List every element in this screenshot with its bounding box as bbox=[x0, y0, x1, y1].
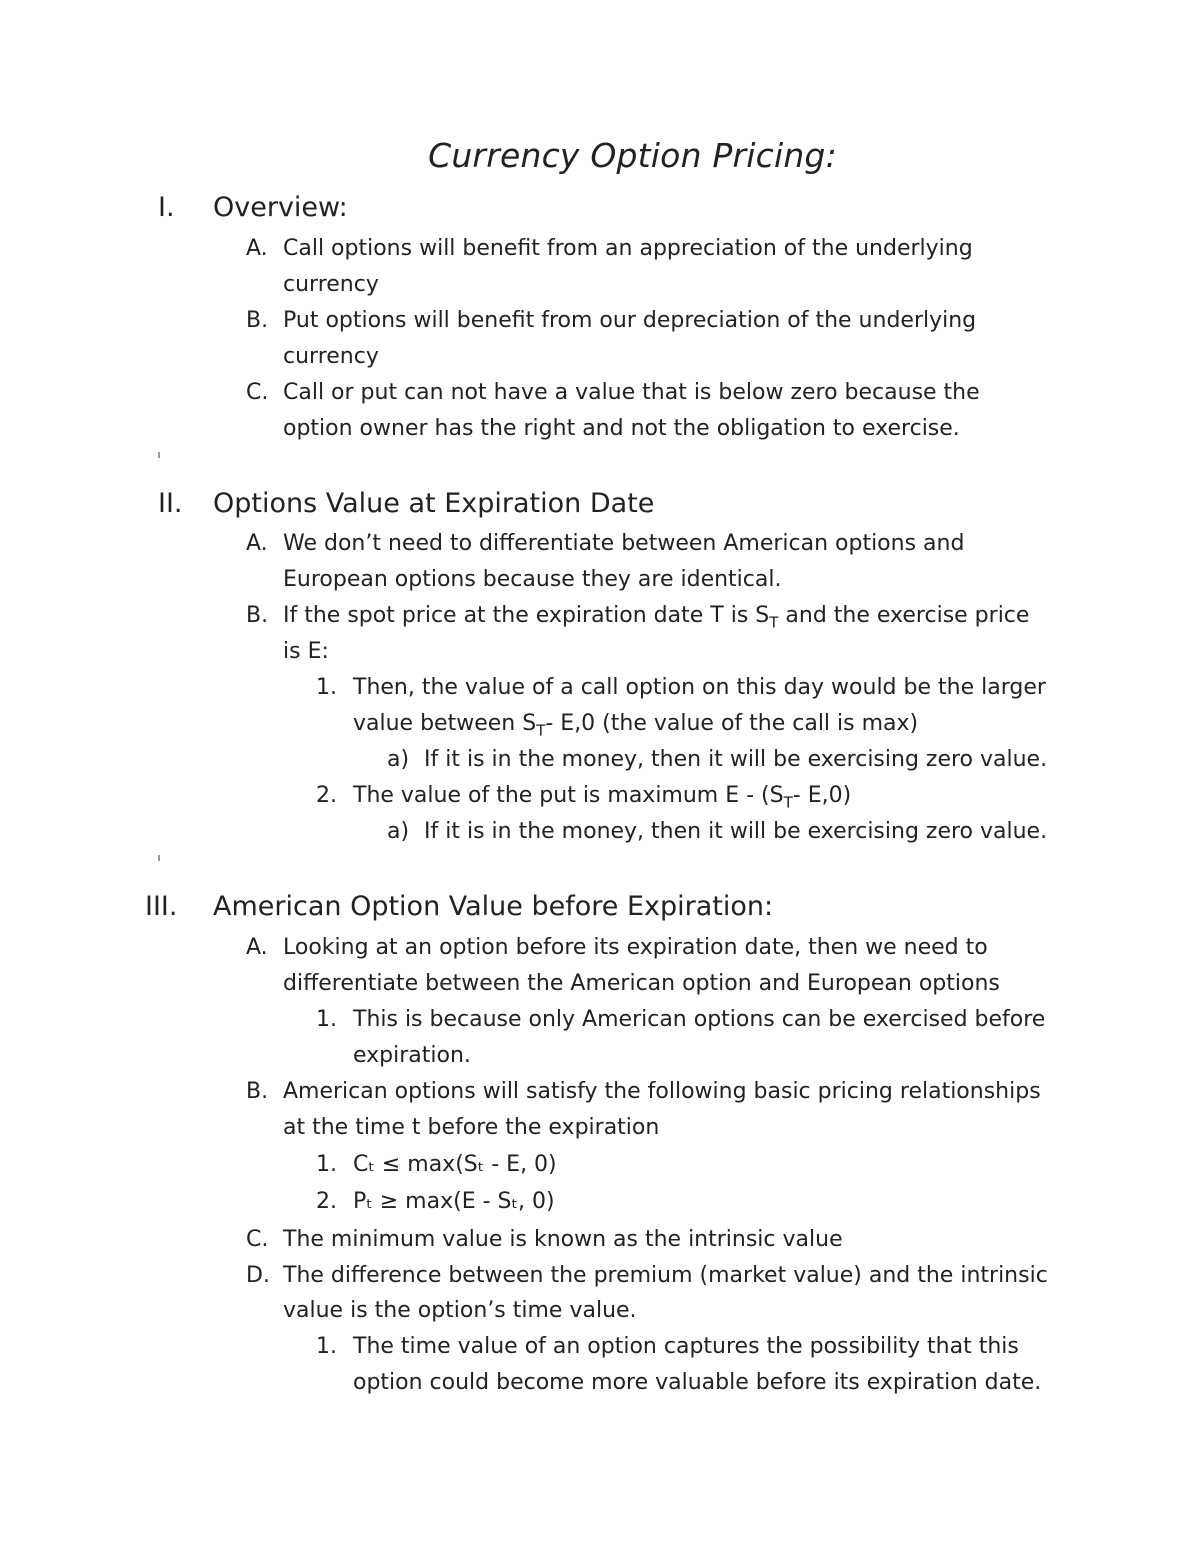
item-text: currency bbox=[283, 272, 379, 297]
subitem-label: 1. bbox=[316, 1152, 337, 1177]
item-text: is E: bbox=[283, 639, 329, 664]
item-text: at the time t before the expiration bbox=[283, 1115, 660, 1140]
item-text: differentiate between the American option and European options bbox=[283, 971, 1000, 996]
item-text: The difference between the premium (market value) and the intrinsic bbox=[283, 1263, 1048, 1288]
item-label: A. bbox=[246, 935, 268, 960]
subscript: T bbox=[783, 793, 793, 812]
subitem-label: 2. bbox=[316, 1189, 337, 1214]
item-label: C. bbox=[246, 380, 269, 405]
subitem-text: expiration. bbox=[353, 1043, 471, 1068]
item-text: We don’t need to differentiate between American options and bbox=[283, 531, 965, 556]
subitem-text: This is because only American options can be exercised before bbox=[353, 1007, 1046, 1032]
item-label: A. bbox=[246, 236, 268, 261]
item-text: Put options will benefit from our depreciation of the underlying bbox=[283, 308, 977, 333]
subsubitem-label: a) bbox=[387, 819, 410, 844]
document-title: Currency Option Pricing: bbox=[428, 136, 837, 175]
formula-text: Pₜ ≥ max(E - Sₜ, 0) bbox=[353, 1189, 555, 1214]
margin-mark bbox=[158, 855, 160, 861]
subitem-text: option could become more valuable before its expiration date. bbox=[353, 1370, 1042, 1395]
item-text: option owner has the right and not the obligation to exercise. bbox=[283, 416, 960, 441]
item-label: A. bbox=[246, 531, 268, 556]
subitem-label: 1. bbox=[316, 1334, 337, 1359]
subitem-label: 1. bbox=[316, 675, 337, 700]
subsubitem-text: If it is in the money, then it will be exercising zero value. bbox=[424, 747, 1048, 772]
subitem-text: Then, the value of a call option on this day would be the larger bbox=[353, 675, 1046, 700]
subitem-text bbox=[353, 782, 851, 816]
text-run: - E,0) bbox=[792, 783, 852, 808]
subitem-text: The time value of an option captures the possibility that this bbox=[353, 1334, 1019, 1359]
section-numeral: III. bbox=[145, 891, 178, 922]
text-run: The value of the put is maximum E - (S bbox=[353, 783, 784, 808]
section-heading: Overview: bbox=[213, 192, 348, 223]
item-text bbox=[283, 602, 1029, 636]
item-text: The minimum value is known as the intrinsic value bbox=[283, 1227, 843, 1252]
text-run: - E,0 (the value of the call is max) bbox=[545, 711, 919, 736]
item-text: currency bbox=[283, 344, 379, 369]
text-run: If the spot price at the expiration date T is S bbox=[283, 603, 770, 628]
item-text: Call options will benefit from an appreciation of the underlying bbox=[283, 236, 973, 261]
item-label: C. bbox=[246, 1227, 269, 1252]
subsubitem-label: a) bbox=[387, 747, 410, 772]
margin-mark bbox=[158, 452, 160, 458]
formula-text: Cₜ ≤ max(Sₜ - E, 0) bbox=[353, 1152, 557, 1177]
item-text: value is the option’s time value. bbox=[283, 1298, 637, 1323]
item-text: American options will satisfy the following basic pricing relationships bbox=[283, 1079, 1041, 1104]
section-numeral: I. bbox=[158, 192, 175, 223]
subitem-label: 2. bbox=[316, 783, 337, 808]
item-text: Looking at an option before its expiration date, then we need to bbox=[283, 935, 988, 960]
section-heading: Options Value at Expiration Date bbox=[213, 488, 655, 519]
subitem-text bbox=[353, 710, 918, 744]
text-run: and the exercise price bbox=[778, 603, 1030, 628]
item-label: D. bbox=[246, 1263, 270, 1288]
subscript: T bbox=[769, 613, 779, 632]
item-label: B. bbox=[246, 1079, 269, 1104]
item-label: B. bbox=[246, 308, 269, 333]
subscript: T bbox=[536, 721, 546, 740]
item-label: B. bbox=[246, 603, 269, 628]
subsubitem-text: If it is in the money, then it will be exercising zero value. bbox=[424, 819, 1048, 844]
text-run: value between S bbox=[353, 711, 537, 736]
subitem-label: 1. bbox=[316, 1007, 337, 1032]
item-text: Call or put can not have a value that is below zero because the bbox=[283, 380, 980, 405]
item-text: European options because they are identical. bbox=[283, 567, 782, 592]
section-numeral: II. bbox=[158, 488, 183, 519]
section-heading: American Option Value before Expiration: bbox=[213, 891, 774, 922]
